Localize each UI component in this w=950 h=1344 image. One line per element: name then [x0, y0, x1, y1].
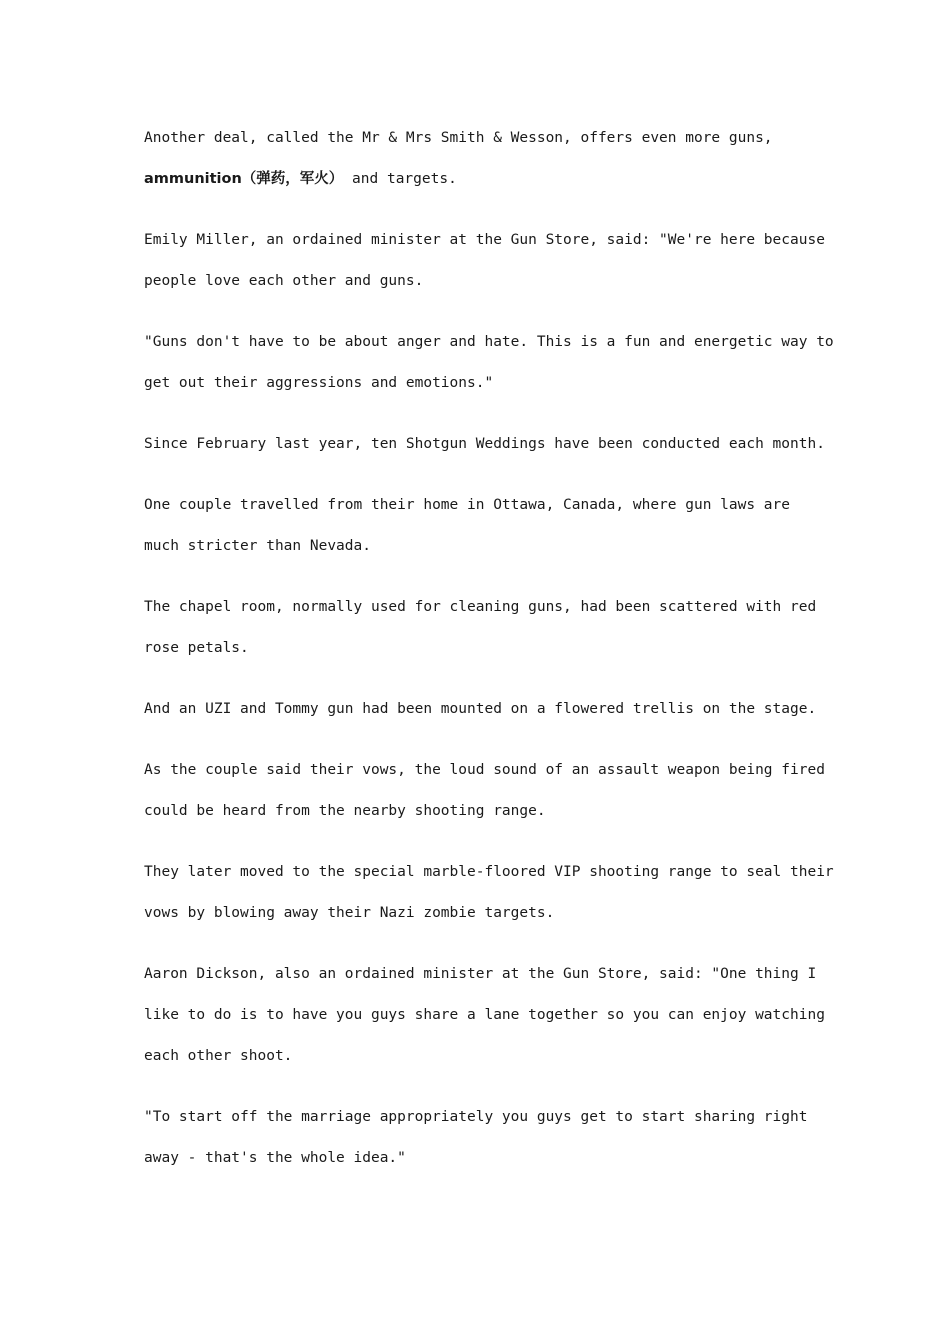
paragraph-4: [144, 424, 824, 465]
text-line: like to do is to have you guys share a lane together so you can enjoy watching: [144, 1007, 825, 1023]
text-line: could be heard from the nearby shooting range.: [144, 803, 546, 819]
text-line: Aaron Dickson, also an ordained minister at the Gun Store, said: "One thing I: [144, 966, 817, 982]
text-line: vows by blowing away their Nazi zombie targets.: [144, 905, 555, 921]
paragraph-6: [144, 587, 824, 669]
text-line: away - that's the whole idea.": [144, 1150, 406, 1166]
paragraph-5: [144, 485, 824, 567]
text-line: "To start off the marriage appropriately you guys get to start sharing right: [144, 1109, 808, 1125]
text-fragment: and targets.: [343, 171, 457, 187]
text-line: each other shoot.: [144, 1048, 293, 1064]
text-line: [144, 159, 824, 200]
text-line: Another deal, called the Mr & Mrs Smith & Wesson, offers even more guns,: [144, 130, 773, 146]
paragraph-2: [144, 220, 824, 302]
paragraph-1: [144, 118, 824, 200]
text-line: Since February last year, ten Shotgun Weddings have been conducted each month.: [144, 436, 825, 452]
paragraph-9: [144, 852, 834, 934]
paragraph-3: [144, 322, 834, 404]
text-line: rose petals.: [144, 640, 249, 656]
text-line: One couple travelled from their home in Ottawa, Canada, where gun laws are: [144, 497, 791, 513]
text-line: much stricter than Nevada.: [144, 538, 371, 554]
paragraph-11: [144, 1097, 824, 1179]
bold-term: ammunition（弹药，军火）: [144, 171, 344, 187]
paragraph-8: [144, 750, 824, 832]
text-line: And an UZI and Tommy gun had been mounted on a flowered trellis on the stage.: [144, 701, 817, 717]
text-line: As the couple said their vows, the loud sound of an assault weapon being fired: [144, 762, 825, 778]
paragraph-10: [144, 954, 824, 1077]
text-line: "Guns don't have to be about anger and hate. This is a fun and energetic way to: [144, 334, 834, 350]
text-line: The chapel room, normally used for cleaning guns, had been scattered with red: [144, 599, 817, 615]
paragraph-7: [144, 689, 824, 730]
text-line: get out their aggressions and emotions.": [144, 375, 494, 391]
text-line: people love each other and guns.: [144, 273, 424, 289]
text-line: They later moved to the special marble-floored VIP shooting range to seal their: [144, 864, 834, 880]
document-page: [144, 118, 834, 1199]
text-line: Emily Miller, an ordained minister at the Gun Store, said: "We're here because: [144, 232, 825, 248]
